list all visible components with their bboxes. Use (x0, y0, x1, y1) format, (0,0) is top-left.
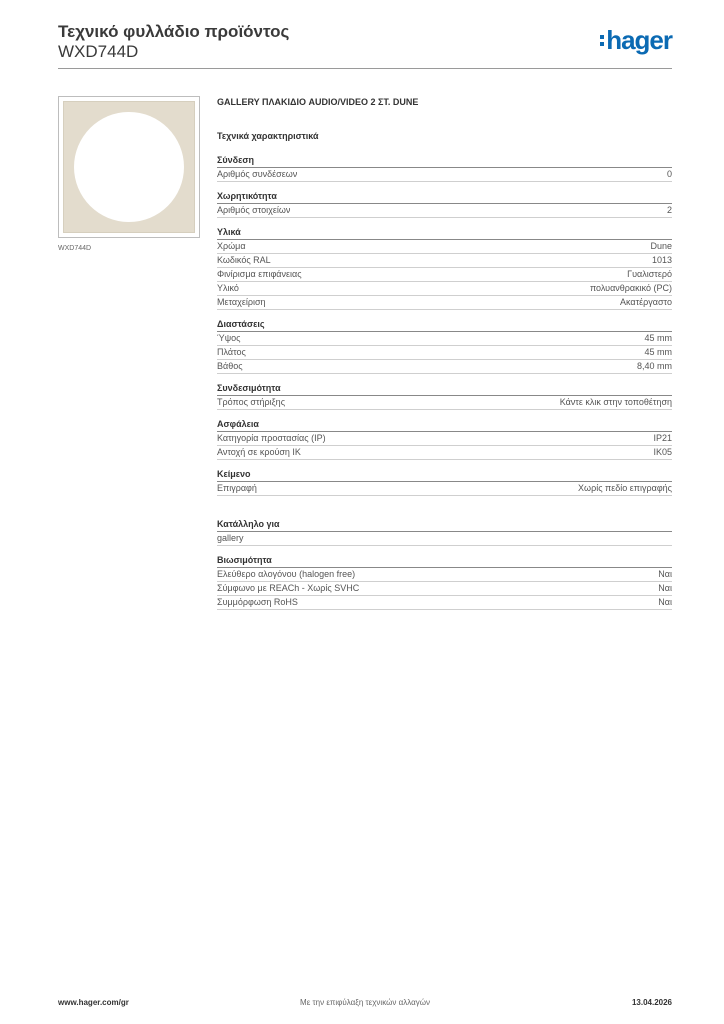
section-title: Συνδεσιμότητα (217, 382, 672, 396)
product-code: WXD744D (58, 42, 139, 61)
spec-content (217, 96, 672, 618)
spec-value: Κάντε κλικ στην τοποθέτηση (559, 397, 672, 407)
spec-label: Αριθμός στοιχείων (217, 205, 291, 215)
section-suitable-for (217, 518, 672, 546)
spec-label: Φινίρισμα επιφάνειας (217, 269, 302, 279)
spec-value: IK05 (653, 447, 672, 457)
spec-row (217, 346, 672, 360)
spec-label: Πλάτος (217, 347, 246, 357)
spec-label: gallery (217, 533, 244, 543)
spec-row (217, 168, 672, 182)
spec-label: Σύμφωνο με REACh - Χωρίς SVHC (217, 583, 360, 593)
spec-value: IP21 (653, 433, 672, 443)
footer-date: 13.04.2026 (631, 998, 672, 1007)
section-title: Κείμενο (217, 468, 672, 482)
section-safety (217, 418, 672, 460)
hager-logo (600, 26, 672, 54)
spec-row (217, 396, 672, 410)
section-dimensions (217, 318, 672, 374)
page-title: Τεχνικό φυλλάδιο προϊόντος (58, 22, 290, 41)
spec-value: 2 (666, 205, 672, 215)
section-title: Βιωσιμότητα (217, 554, 672, 568)
logo-dots-icon (600, 35, 604, 46)
section-title: Υλικά (217, 226, 672, 240)
plate-frame (63, 101, 195, 233)
spec-label: Ελεύθερο αλογόνου (halogen free) (217, 569, 356, 579)
spec-value: Χωρίς πεδίο επιγραφής (578, 483, 672, 493)
spec-label: Χρώμα (217, 241, 246, 251)
section-materials (217, 226, 672, 310)
spec-value: Γυαλιστερό (627, 269, 672, 279)
spec-value: Dune (650, 241, 672, 251)
spec-label: Επιγραφή (217, 483, 257, 493)
section-title: Διαστάσεις (217, 318, 672, 332)
section-sustainability (217, 554, 672, 610)
spec-label: Τρόπος στήριξης (217, 397, 286, 407)
spec-label: Κατηγορία προστασίας (IP) (217, 433, 326, 443)
spec-row (217, 582, 672, 596)
section-connectivity (217, 382, 672, 410)
spec-label: Κωδικός RAL (217, 255, 271, 265)
tech-heading: Τεχνικά χαρακτηριστικά (217, 131, 319, 141)
spec-label: Αντοχή σε κρούση IK (217, 447, 301, 457)
footer-note: Με την επιφύλαξη τεχνικών αλλαγών (300, 998, 430, 1007)
section-text (217, 468, 672, 496)
page-footer (58, 998, 672, 1010)
section-title: Χωρητικότητα (217, 190, 672, 204)
spec-value: 1013 (651, 255, 672, 265)
spec-label: Ύψος (217, 333, 241, 343)
spec-value: 45 mm (644, 333, 672, 343)
spec-row (217, 568, 672, 582)
header-divider (58, 68, 672, 69)
spec-label: Συμμόρφωση RoHS (217, 597, 298, 607)
spec-row (217, 432, 672, 446)
spec-row (217, 268, 672, 282)
spec-row (217, 254, 672, 268)
spec-row (217, 240, 672, 254)
spec-value: Ναι (658, 583, 672, 593)
spec-row (217, 532, 672, 546)
spec-value: πολυανθρακικό (PC) (589, 283, 672, 293)
product-name: GALLERY ΠΛΑΚΙΔΙΟ AUDIO/VIDEO 2 ΣΤ. DUNE (217, 97, 419, 107)
spec-value: Ακατέργαστο (620, 297, 672, 307)
spec-row (217, 204, 672, 218)
page-header (58, 20, 672, 70)
spec-row (217, 596, 672, 610)
spec-value: 45 mm (644, 347, 672, 357)
section-title: Σύνδεση (217, 154, 672, 168)
spec-row (217, 482, 672, 496)
logo-text: hager (606, 25, 672, 55)
spec-row (217, 282, 672, 296)
spec-row (217, 360, 672, 374)
spec-label: Αριθμός συνδέσεων (217, 169, 298, 179)
section-title: Κατάλληλο για (217, 518, 672, 532)
spec-value: Ναι (658, 569, 672, 579)
spec-label: Βάθος (217, 361, 243, 371)
section-capacity (217, 190, 672, 218)
footer-url[interactable]: www.hager.com/gr (58, 998, 129, 1007)
plate-opening (74, 112, 184, 222)
spec-row (217, 332, 672, 346)
product-image (58, 96, 200, 238)
spec-row (217, 446, 672, 460)
spec-label: Μεταχείριση (217, 297, 266, 307)
spec-row (217, 296, 672, 310)
image-caption: WXD744D (58, 245, 92, 252)
section-connection (217, 154, 672, 182)
section-title: Ασφάλεια (217, 418, 672, 432)
spec-value: 0 (666, 169, 672, 179)
spec-value: Ναι (658, 597, 672, 607)
spec-label: Υλικό (217, 283, 239, 293)
spec-value: 8,40 mm (636, 361, 672, 371)
